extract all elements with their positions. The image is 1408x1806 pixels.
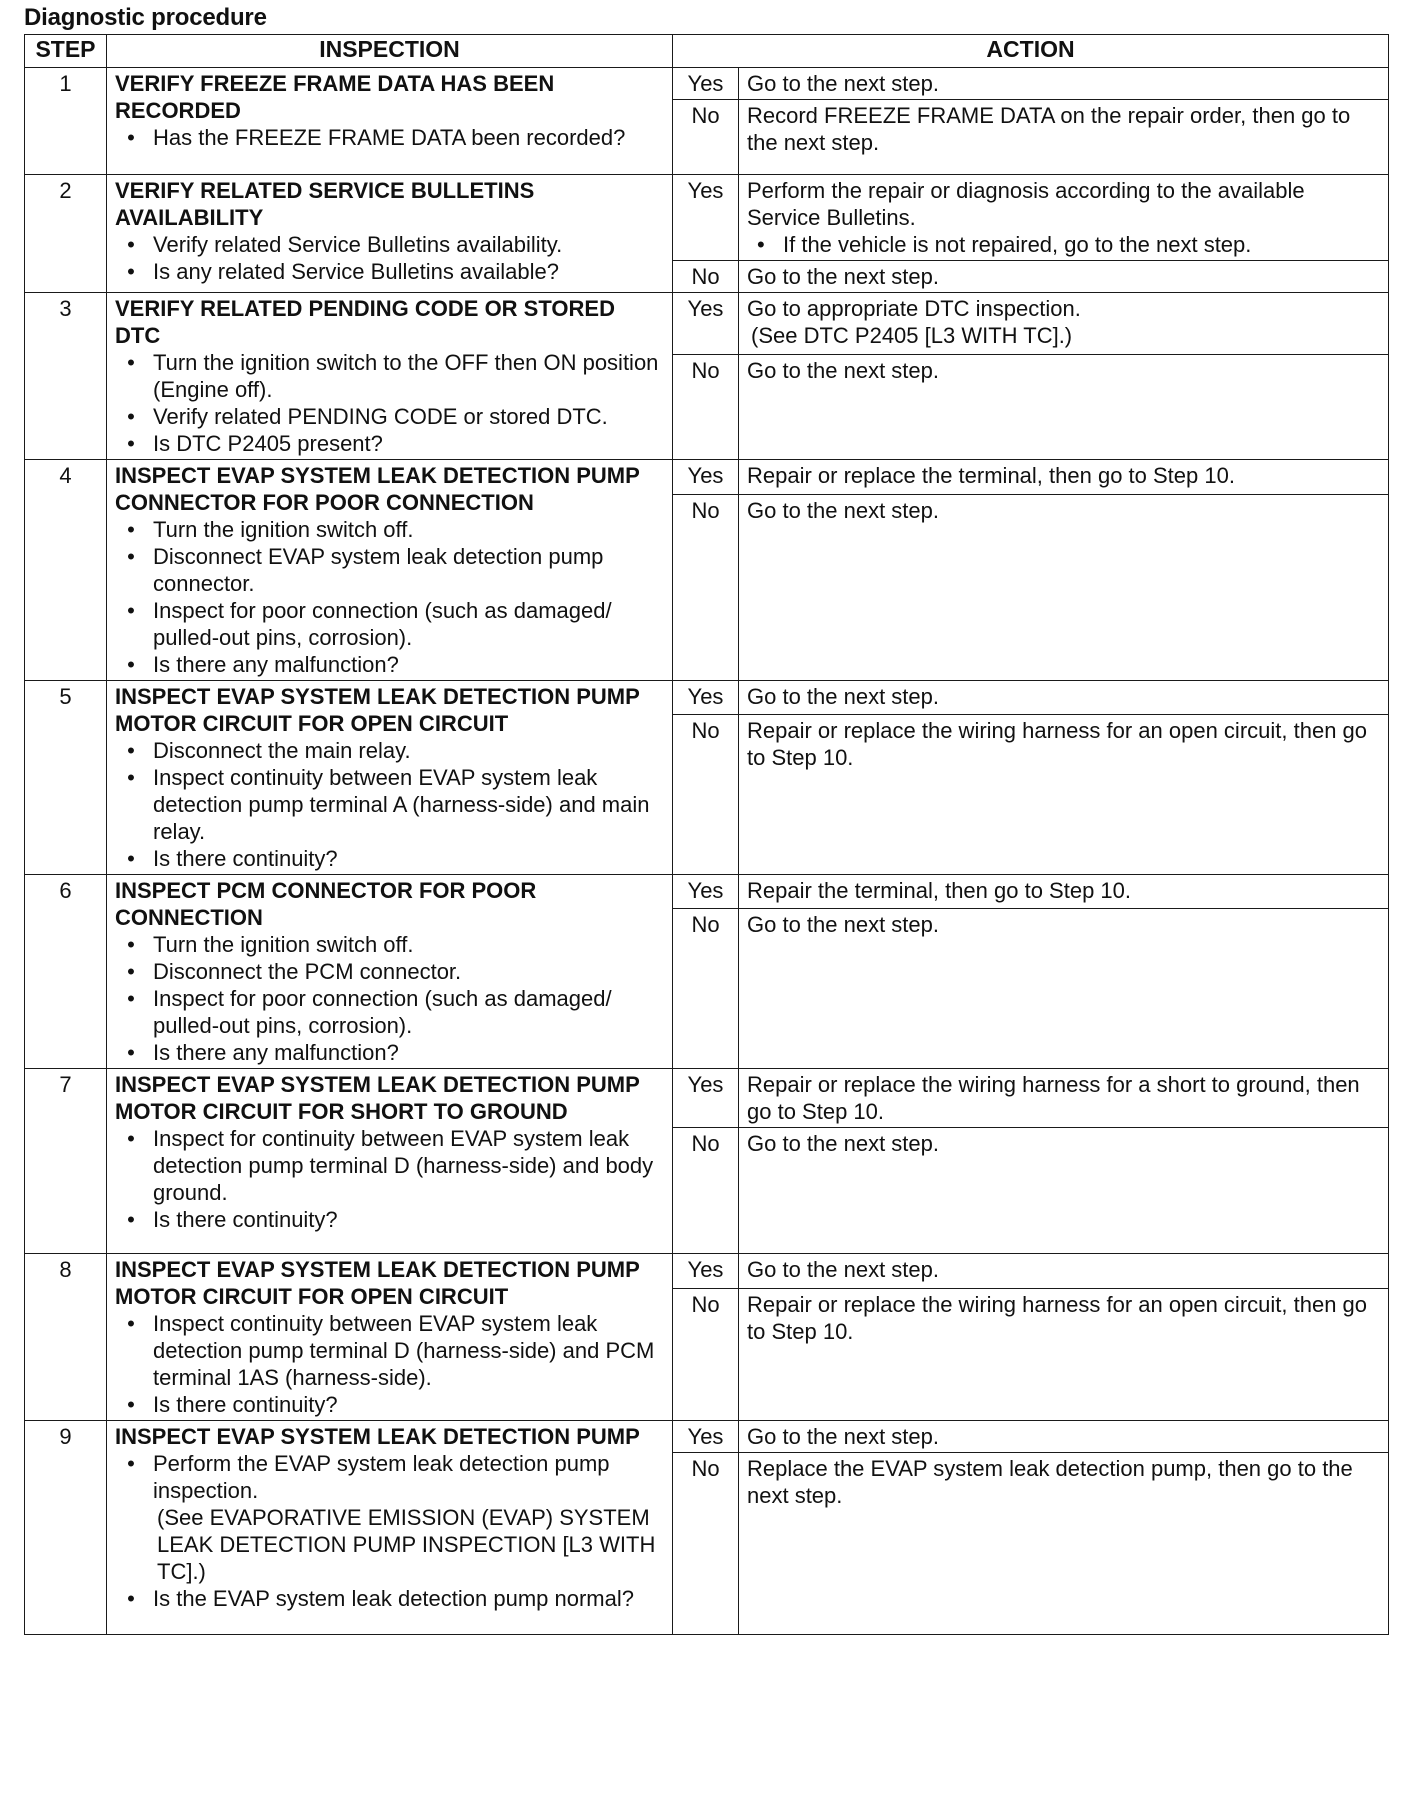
inspection-title: INSPECT PCM CONNECTOR FOR POOR CONNECTION bbox=[115, 878, 537, 930]
yes-action-text: Repair the terminal, then go to Step 10. bbox=[747, 878, 1132, 903]
inspection-item bbox=[127, 1391, 664, 1418]
yes-action bbox=[739, 1254, 1389, 1289]
inspection-item bbox=[127, 1206, 664, 1233]
no-label: No bbox=[673, 909, 739, 1069]
table-row bbox=[25, 1254, 1389, 1289]
step-number: 3 bbox=[25, 293, 107, 460]
inspection-item-text: Verify related PENDING CODE or stored DTC. bbox=[153, 404, 608, 429]
yes-action bbox=[739, 460, 1389, 495]
inspection-item bbox=[127, 1585, 664, 1612]
inspection-item bbox=[127, 349, 664, 403]
inspection-cell bbox=[107, 1069, 673, 1254]
yes-action-text: Go to the next step. bbox=[747, 1257, 940, 1282]
inspection-cell bbox=[107, 460, 673, 681]
no-action: Go to the next step. bbox=[739, 354, 1389, 459]
inspection-title: INSPECT EVAP SYSTEM LEAK DETECTION PUMP MOTOR CIRCUIT FOR OPEN CIRCUIT bbox=[115, 684, 640, 736]
table-row bbox=[25, 875, 1389, 909]
inspection-item-text: Inspect continuity between EVAP system leak detection pump terminal D (harness-side) and PCM terminal 1AS (harness-side). bbox=[153, 1311, 655, 1390]
table-row bbox=[25, 460, 1389, 495]
header-inspection: INSPECTION bbox=[107, 35, 673, 68]
no-action: Record FREEZE FRAME DATA on the repair order, then go to the next step. bbox=[739, 100, 1389, 175]
yes-label: Yes bbox=[673, 681, 739, 715]
no-action: Go to the next step. bbox=[739, 495, 1389, 681]
inspection-item bbox=[127, 1450, 664, 1585]
no-label: No bbox=[673, 1288, 739, 1420]
inspection-title: INSPECT EVAP SYSTEM LEAK DETECTION PUMP CONNECTOR FOR POOR CONNECTION bbox=[115, 463, 640, 515]
bullet-icon: • bbox=[127, 544, 135, 569]
inspection-item-text: Perform the EVAP system leak detection pump inspection. bbox=[153, 1451, 610, 1503]
bullet-icon: • bbox=[127, 959, 135, 984]
no-action: Repair or replace the wiring harness for an open circuit, then go to Step 10. bbox=[739, 715, 1389, 875]
inspection-item bbox=[127, 430, 664, 457]
inspection-item-text: Is the EVAP system leak detection pump normal? bbox=[153, 1586, 634, 1611]
inspection-item-text: Inspect for continuity between EVAP system leak detection pump terminal D (harness-side) and body ground. bbox=[153, 1126, 654, 1205]
inspection-reference: (See EVAPORATIVE EMISSION (EVAP) SYSTEM LEAK DETECTION PUMP INSPECTION [L3 WITH TC].) bbox=[157, 1505, 656, 1584]
inspection-item-text: Inspect for poor connection (such as damaged/ pulled-out pins, corrosion). bbox=[153, 598, 612, 650]
table-row bbox=[25, 175, 1389, 261]
step-number: 5 bbox=[25, 681, 107, 875]
yes-action-text: Repair or replace the wiring harness for a short to ground, then go to Step 10. bbox=[747, 1072, 1360, 1124]
table-row bbox=[25, 1069, 1389, 1128]
yes-action bbox=[739, 175, 1389, 261]
bullet-icon: • bbox=[127, 1451, 135, 1476]
no-action: Go to the next step. bbox=[739, 261, 1389, 293]
yes-action-text: Perform the repair or diagnosis according to the available Service Bulletins. bbox=[747, 178, 1305, 230]
yes-label: Yes bbox=[673, 1254, 739, 1289]
inspection-title: VERIFY RELATED PENDING CODE OR STORED DTC bbox=[115, 296, 615, 348]
bullet-icon: • bbox=[127, 404, 135, 429]
yes-action-subitem-text: If the vehicle is not repaired, go to the next step. bbox=[783, 232, 1252, 257]
yes-action bbox=[739, 875, 1389, 909]
yes-action-text: Repair or replace the terminal, then go to Step 10. bbox=[747, 463, 1235, 488]
no-label: No bbox=[673, 495, 739, 681]
inspection-list bbox=[115, 1310, 664, 1418]
no-label: No bbox=[673, 1128, 739, 1254]
inspection-item-text: Is there any malfunction? bbox=[153, 1040, 399, 1065]
inspection-item-text: Is there continuity? bbox=[153, 1207, 338, 1232]
inspection-item bbox=[127, 931, 664, 958]
bullet-icon: • bbox=[127, 738, 135, 763]
no-label: No bbox=[673, 354, 739, 459]
bullet-icon: • bbox=[127, 259, 135, 284]
yes-label: Yes bbox=[673, 1069, 739, 1128]
inspection-item bbox=[127, 958, 664, 985]
yes-action-text: Go to the next step. bbox=[747, 71, 940, 96]
bullet-icon: • bbox=[127, 517, 135, 542]
inspection-list bbox=[115, 349, 664, 457]
inspection-item-text: Disconnect the main relay. bbox=[153, 738, 411, 763]
inspection-item-text: Disconnect the PCM connector. bbox=[153, 959, 462, 984]
inspection-item-text: Inspect for poor connection (such as damaged/ pulled-out pins, corrosion). bbox=[153, 986, 612, 1038]
inspection-item bbox=[127, 845, 664, 872]
bullet-icon: • bbox=[127, 232, 135, 257]
no-label: No bbox=[673, 1453, 739, 1635]
yes-action-reference: (See DTC P2405 [L3 WITH TC].) bbox=[751, 323, 1073, 348]
inspection-list bbox=[115, 1450, 664, 1612]
bullet-icon: • bbox=[127, 350, 135, 375]
inspection-item-text: Is there any malfunction? bbox=[153, 652, 399, 677]
yes-action bbox=[739, 1069, 1389, 1128]
table-row bbox=[25, 1421, 1389, 1453]
inspection-item-text: Disconnect EVAP system leak detection pump connector. bbox=[153, 544, 604, 596]
no-action: Repair or replace the wiring harness for an open circuit, then go to Step 10. bbox=[739, 1288, 1389, 1420]
header-action: ACTION bbox=[673, 35, 1389, 68]
bullet-icon: • bbox=[127, 932, 135, 957]
bullet-icon: • bbox=[127, 1207, 135, 1232]
yes-label: Yes bbox=[673, 293, 739, 355]
inspection-list bbox=[115, 931, 664, 1066]
yes-action bbox=[739, 293, 1389, 355]
inspection-item-text: Turn the ignition switch off. bbox=[153, 517, 414, 542]
step-number: 4 bbox=[25, 460, 107, 681]
inspection-item bbox=[127, 597, 664, 651]
inspection-cell bbox=[107, 68, 673, 175]
inspection-item-text: Is there continuity? bbox=[153, 1392, 338, 1417]
inspection-item-text: Has the FREEZE FRAME DATA been recorded? bbox=[153, 125, 626, 150]
inspection-item-text: Is there continuity? bbox=[153, 846, 338, 871]
inspection-item bbox=[127, 764, 664, 845]
header-step: STEP bbox=[25, 35, 107, 68]
inspection-title: INSPECT EVAP SYSTEM LEAK DETECTION PUMP MOTOR CIRCUIT FOR OPEN CIRCUIT bbox=[115, 1257, 640, 1309]
inspection-item-text: Is any related Service Bulletins available? bbox=[153, 259, 560, 284]
step-number: 6 bbox=[25, 875, 107, 1069]
table-row bbox=[25, 293, 1389, 355]
inspection-cell bbox=[107, 875, 673, 1069]
page-title: Diagnostic procedure bbox=[24, 4, 267, 31]
inspection-item-text: Turn the ignition switch off. bbox=[153, 932, 414, 957]
yes-label: Yes bbox=[673, 875, 739, 909]
yes-action-text: Go to the next step. bbox=[747, 684, 940, 709]
inspection-list bbox=[115, 737, 664, 872]
bullet-icon: • bbox=[127, 1040, 135, 1065]
bullet-icon: • bbox=[127, 986, 135, 1011]
inspection-item bbox=[127, 516, 664, 543]
inspection-item bbox=[127, 231, 664, 258]
inspection-item bbox=[127, 985, 664, 1039]
bullet-icon: • bbox=[127, 765, 135, 790]
step-number: 8 bbox=[25, 1254, 107, 1421]
inspection-cell bbox=[107, 681, 673, 875]
no-action: Replace the EVAP system leak detection pump, then go to the next step. bbox=[739, 1453, 1389, 1635]
inspection-item bbox=[127, 1310, 664, 1391]
inspection-title: VERIFY FREEZE FRAME DATA HAS BEEN RECORDED bbox=[115, 71, 555, 123]
no-label: No bbox=[673, 100, 739, 175]
inspection-item-text: Inspect continuity between EVAP system leak detection pump terminal A (harness-side) and main relay. bbox=[153, 765, 650, 844]
inspection-cell bbox=[107, 1254, 673, 1421]
step-number: 7 bbox=[25, 1069, 107, 1254]
bullet-icon: • bbox=[127, 846, 135, 871]
no-label: No bbox=[673, 261, 739, 293]
yes-action-text: Go to the next step. bbox=[747, 1424, 940, 1449]
inspection-list bbox=[115, 516, 664, 678]
inspection-item-text: Verify related Service Bulletins availability. bbox=[153, 232, 563, 257]
inspection-title: INSPECT EVAP SYSTEM LEAK DETECTION PUMP bbox=[115, 1424, 640, 1449]
bullet-icon: • bbox=[757, 232, 765, 257]
inspection-item bbox=[127, 403, 664, 430]
inspection-item bbox=[127, 651, 664, 678]
yes-label: Yes bbox=[673, 1421, 739, 1453]
diagnostic-table bbox=[24, 34, 1389, 1635]
inspection-cell bbox=[107, 293, 673, 460]
yes-action bbox=[739, 68, 1389, 100]
bullet-icon: • bbox=[127, 431, 135, 456]
step-number: 2 bbox=[25, 175, 107, 293]
inspection-title: INSPECT EVAP SYSTEM LEAK DETECTION PUMP MOTOR CIRCUIT FOR SHORT TO GROUND bbox=[115, 1072, 640, 1124]
step-number: 9 bbox=[25, 1421, 107, 1635]
inspection-list bbox=[115, 124, 664, 151]
inspection-item bbox=[127, 543, 664, 597]
inspection-cell bbox=[107, 175, 673, 293]
no-action: Go to the next step. bbox=[739, 909, 1389, 1069]
inspection-item bbox=[127, 258, 664, 285]
bullet-icon: • bbox=[127, 598, 135, 623]
yes-action-sublist bbox=[747, 231, 1380, 258]
inspection-item-text: Is DTC P2405 present? bbox=[153, 431, 383, 456]
yes-action bbox=[739, 1421, 1389, 1453]
yes-label: Yes bbox=[673, 460, 739, 495]
yes-action bbox=[739, 681, 1389, 715]
inspection-item bbox=[127, 1125, 664, 1206]
inspection-list bbox=[115, 1125, 664, 1233]
yes-action-text: Go to appropriate DTC inspection. bbox=[747, 296, 1081, 321]
inspection-list bbox=[115, 231, 664, 285]
no-action: Go to the next step. bbox=[739, 1128, 1389, 1254]
table-row bbox=[25, 681, 1389, 715]
table-row bbox=[25, 68, 1389, 100]
bullet-icon: • bbox=[127, 1392, 135, 1417]
yes-label: Yes bbox=[673, 68, 739, 100]
bullet-icon: • bbox=[127, 125, 135, 150]
step-number: 1 bbox=[25, 68, 107, 175]
bullet-icon: • bbox=[127, 1311, 135, 1336]
bullet-icon: • bbox=[127, 652, 135, 677]
inspection-item bbox=[127, 1039, 664, 1066]
no-label: No bbox=[673, 715, 739, 875]
inspection-title: VERIFY RELATED SERVICE BULLETINS AVAILABILITY bbox=[115, 178, 535, 230]
page bbox=[24, 4, 1388, 1635]
yes-action-subitem bbox=[757, 231, 1380, 258]
yes-label: Yes bbox=[673, 175, 739, 261]
inspection-cell bbox=[107, 1421, 673, 1635]
bullet-icon: • bbox=[127, 1586, 135, 1611]
header-row bbox=[25, 35, 1389, 68]
inspection-item bbox=[127, 737, 664, 764]
inspection-item-text: Turn the ignition switch to the OFF then ON position (Engine off). bbox=[153, 350, 659, 402]
bullet-icon: • bbox=[127, 1126, 135, 1151]
inspection-item bbox=[127, 124, 664, 151]
